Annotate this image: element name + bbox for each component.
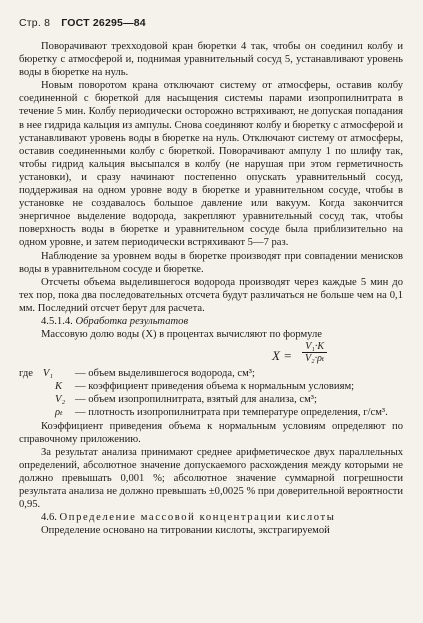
page-header — [19, 17, 403, 31]
definition-text: — коэффициент приведения объема к нормальным условиям; — [75, 381, 355, 393]
definition-symbol: V₁ — [42, 368, 54, 380]
definition-text: — объем выделившегося водорода, см³; — [75, 368, 255, 380]
paragraph-7: За результат анализа принимают среднее арифметическое двух параллельных определений, абсолютное значение допускаемого расхождения между которыми не должно превышать 0,001 %; абсолютное значение суммарной погрешности результата анализа не должно превышать ±0,0025 % при доверительной вероятности 0,95. — [19, 446, 404, 511]
paragraph-1: Поворачивают трехходовой кран бюретки 4 так, чтобы он соединил колбу и бюретку с атмосферой и, поднимая уравнительный сосуд 5, устанавливают уровень воды в бюретке на нуль. — [19, 41, 403, 79]
section-title: Обработка результатов — [75, 315, 189, 327]
paragraph-2: Новым поворотом крана отключают систему от атмосферы, оставив колбу соединенной с бюреткой для насыщения системы парами изопропилнитрата в течение 5 мин. Колбу периодически осторожно встряхивают, не допуская попадания в нее гидрида кальция из ампулы. Снова соединяют колбу и бюретку с атмосферой и устанавливают уровень воды в бюретке на нуль. Отключают систему от атмосферы, оставив соединенными колбу с бюреткой. Поворачивают ампулу 1 по шлифу так, чтобы гидрид кальция высыпался в колбу (не нарушая при этом герметичность установки), и сразу начинают постепенно опускать уравнительный сосуд, поддерживая на одном уровне воду в бюретке и уравнительном сосуде, чтобы в установке не создавалось большое давление или вакуум. Когда закончится энергичное выделение водорода, закрепляют уравнительный сосуд так, чтобы поверхность воды в бюретке и уравнительном сосуде была приблизительно на одном уровне, и затем периодически встряхивают 5—7 раз. — [19, 80, 403, 249]
definitions-list — [19, 367, 403, 419]
paragraph-4: Отсчеты объема выделившегося водорода производят через каждые 5 мин до тех пор, пока два последовательных отсчета будут различаться не больше чем на 0,1 мм. Последний отсчет берут для расчета. — [19, 276, 403, 314]
formula — [19, 341, 403, 367]
definition-symbol: V₂ — [55, 394, 66, 406]
paragraph-6: Коэффициент приведения объема к нормальным условиям определяют по справочному приложению. — [19, 420, 403, 445]
section-2-title: Определение массовой концентрации кислоты — [59, 512, 336, 524]
formula-denominator: V₂·ρₜ — [305, 353, 325, 365]
definition-text: — плотность изопропилнитрата при температуре определения, г/см³. — [75, 407, 388, 419]
formula-fraction — [302, 341, 327, 364]
section-2-number: 4.6. — [41, 512, 57, 524]
paragraph-5: Массовую долю воды (X) в процентах вычисляют по формуле — [41, 329, 322, 341]
definition-row — [19, 367, 403, 380]
definition-row — [19, 380, 403, 393]
paragraph-8: Определение основано на титровании кислоты, экстрагируемой — [41, 525, 330, 537]
section-heading — [19, 315, 403, 328]
definition-row — [19, 406, 403, 419]
section-heading-2 — [19, 511, 403, 524]
standard-code: ГОСТ 26295—84 — [61, 17, 146, 29]
page-number: Стр. 8 — [19, 17, 51, 29]
definition-row — [19, 393, 403, 406]
definition-text: — объем изопропилнитрата, взятый для анализа, см³; — [75, 394, 317, 406]
paragraph-3: Наблюдение за уровнем воды в бюретке производят при совпадении менисков воды в уравнительном сосуде и бюретке. — [19, 250, 403, 275]
formula-numerator: V₁·K — [302, 341, 327, 353]
section-number: 4.5.1.4. — [41, 315, 73, 327]
definition-symbol: K — [55, 381, 63, 393]
definition-symbol: ρₜ — [55, 407, 63, 419]
definitions-where: где — [19, 368, 33, 380]
formula-lhs: X = — [272, 348, 292, 364]
